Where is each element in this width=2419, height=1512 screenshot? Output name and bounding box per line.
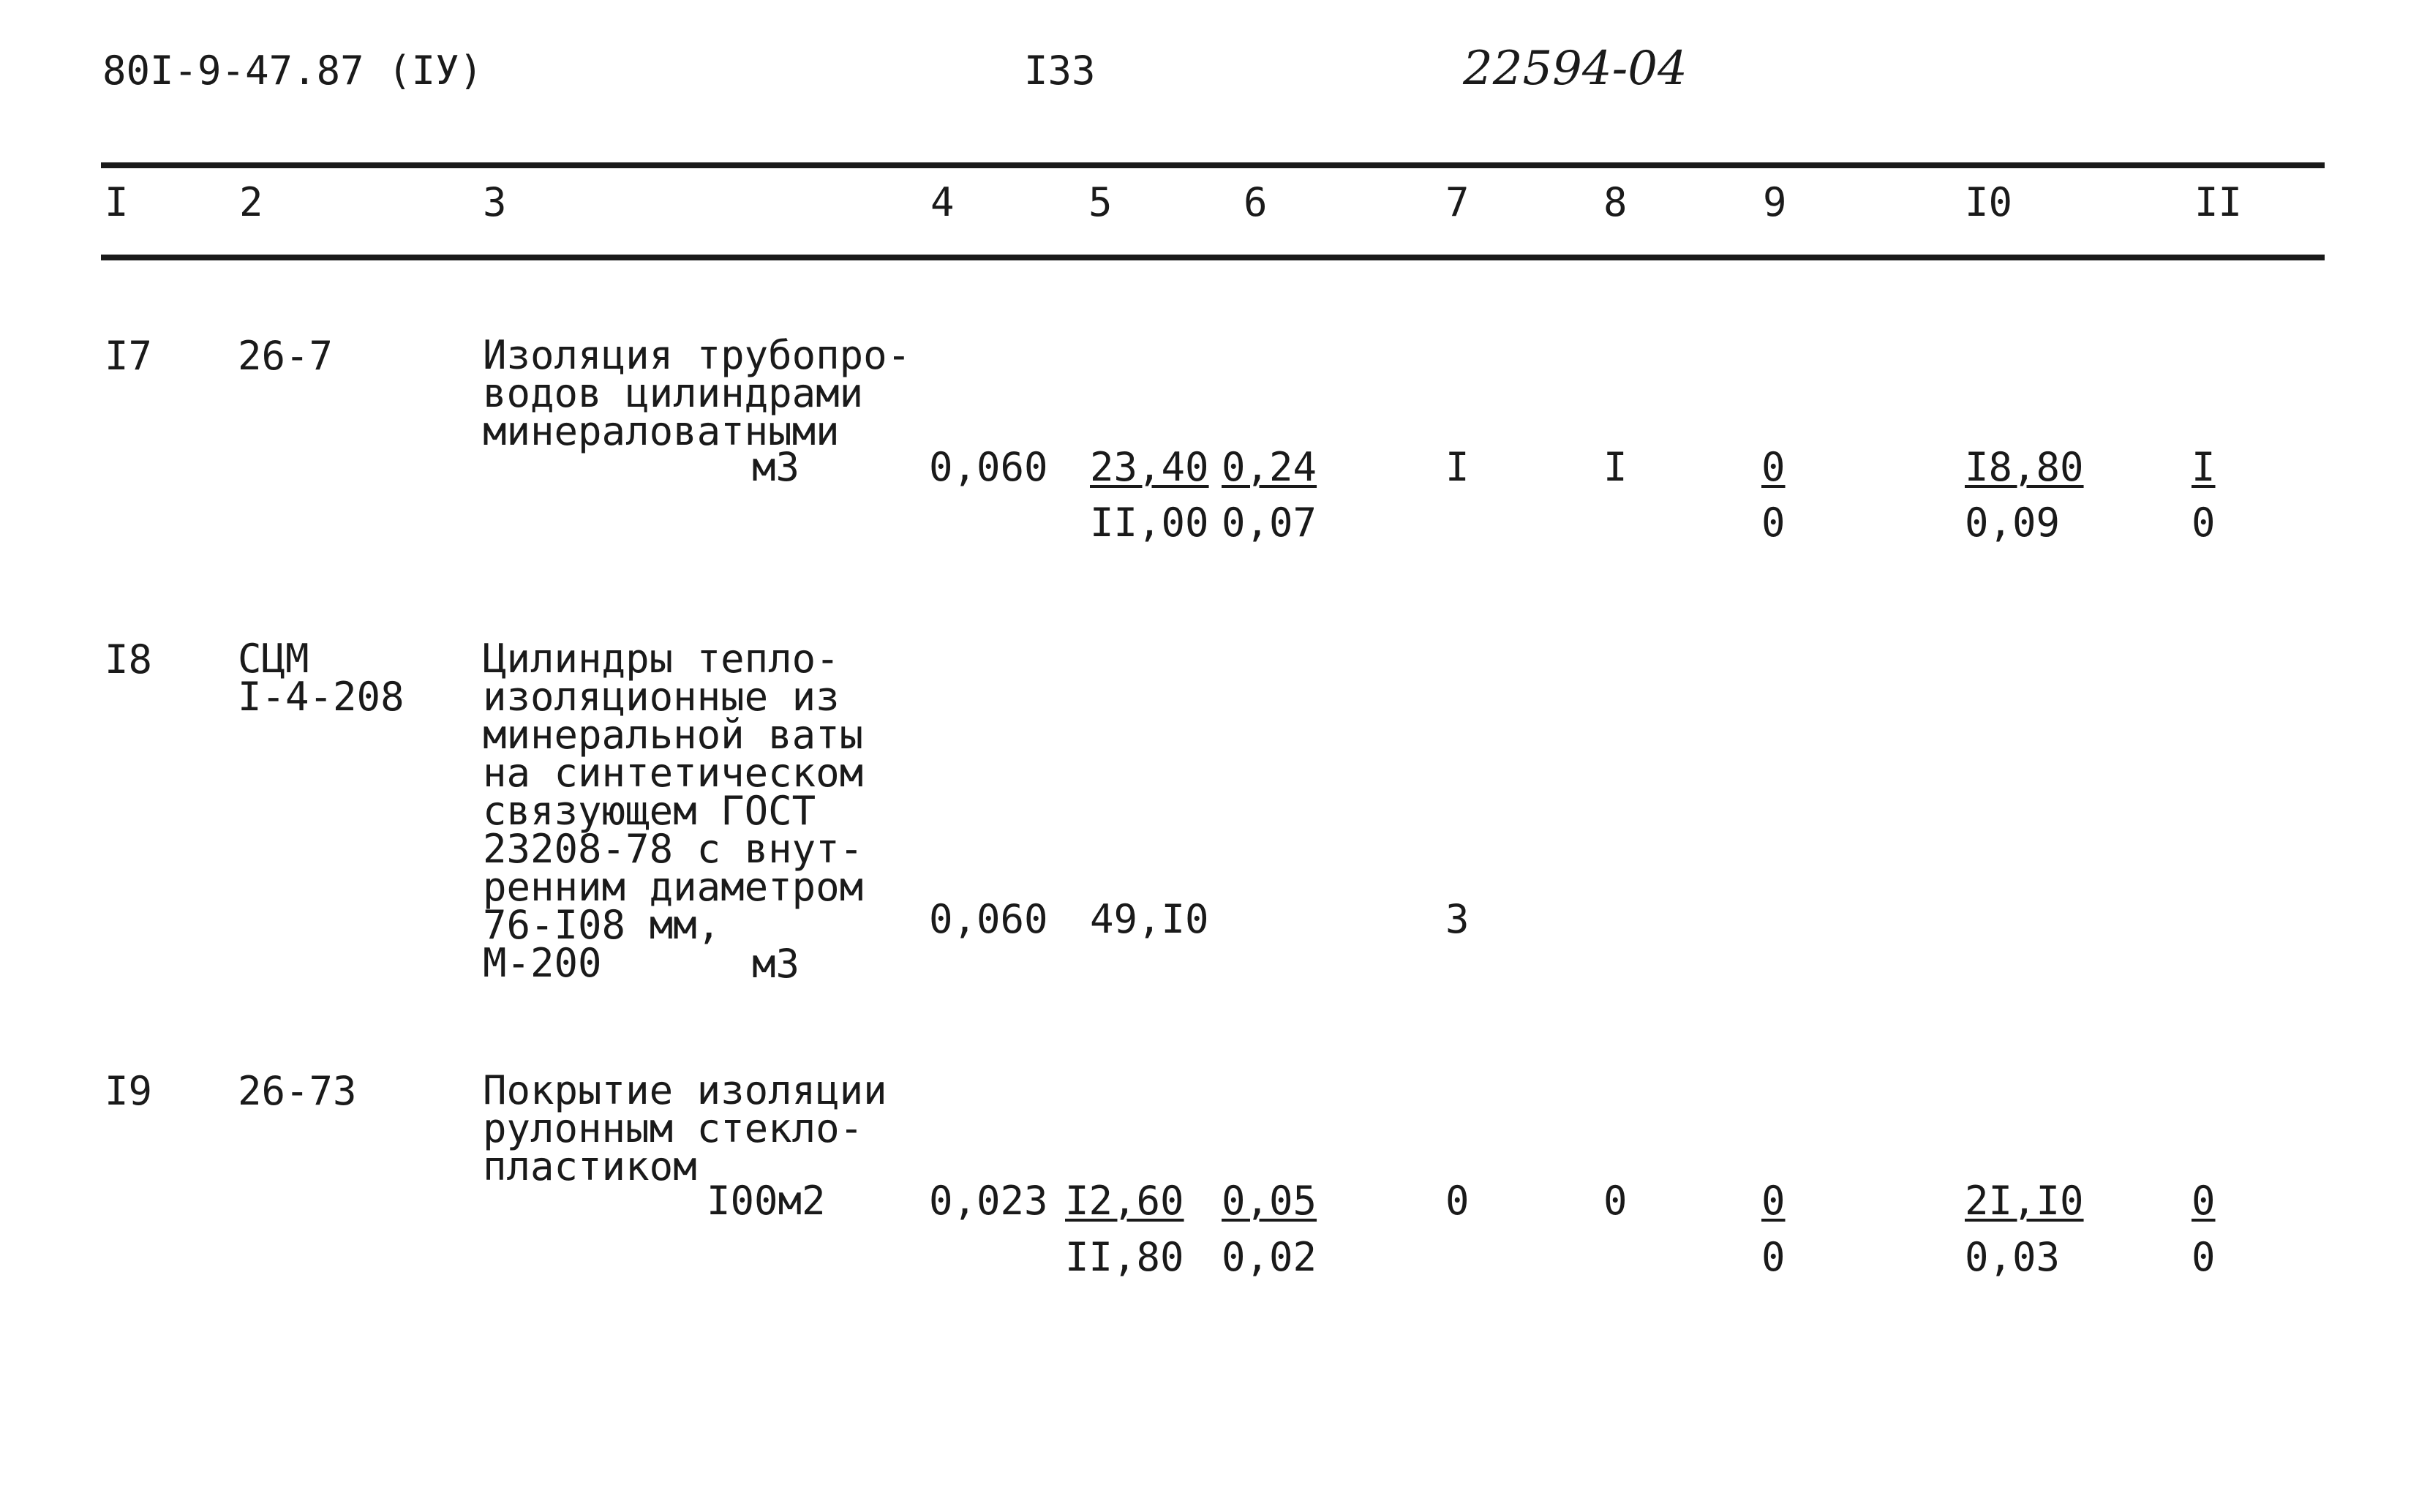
cell-col4: 0,060 bbox=[929, 896, 1048, 942]
cell-col9-top: 0 bbox=[1761, 444, 1786, 490]
column-header-3: 3 bbox=[483, 179, 507, 225]
cell-col10-bottom: 0,03 bbox=[1965, 1234, 2061, 1280]
row-description: Цилиндры тепло- изоляционные из минеральной ваты на синтетическом связующем ГОСТ 23208-78 с внут- ренним диаметром 76-I08 мм, М-200 bbox=[483, 636, 864, 986]
cell-col6-top: 0,24 bbox=[1222, 444, 1317, 490]
column-header-7: 7 bbox=[1445, 179, 1470, 225]
row-description: Покрытие изоляции рулонным стекло- пластиком bbox=[483, 1067, 887, 1189]
column-header-4: 4 bbox=[930, 179, 955, 225]
cell-col10-bottom: 0,09 bbox=[1965, 500, 2061, 546]
cell-col7: I bbox=[1445, 444, 1470, 490]
cell-col11-top: 0 bbox=[2192, 1178, 2216, 1224]
column-header-5: 5 bbox=[1088, 179, 1113, 225]
cell-col6-bottom: 0,02 bbox=[1222, 1234, 1317, 1280]
cell-col10-top: 2I,I0 bbox=[1965, 1178, 2084, 1224]
table-header-rule bbox=[101, 255, 2325, 260]
norm-code: СЦМ I-4-208 bbox=[238, 636, 405, 720]
cell-col4: 0,023 bbox=[929, 1178, 1048, 1224]
cell-col10-top: I8,80 bbox=[1965, 444, 2084, 490]
cell-col7: 3 bbox=[1445, 896, 1470, 942]
cell-col9-bottom: 0 bbox=[1761, 1234, 1786, 1280]
page-number: I33 bbox=[1024, 48, 1096, 94]
norm-code: 26-73 bbox=[238, 1068, 357, 1114]
row-description: Изоляция трубопро- водов цилиндрами минераловатными bbox=[483, 332, 911, 454]
handwritten-registration-number: 22594-04 bbox=[1463, 42, 1688, 96]
cell-col5-top: 23,40 bbox=[1090, 444, 1209, 490]
column-header-2: 2 bbox=[239, 179, 263, 225]
cell-col8: 0 bbox=[1603, 1178, 1628, 1224]
cell-col9-bottom: 0 bbox=[1761, 500, 1786, 546]
column-header-8: 8 bbox=[1603, 179, 1628, 225]
document-code: 80I-9-47.87 (IУ) bbox=[102, 48, 484, 94]
cell-col11-bottom: 0 bbox=[2192, 1234, 2216, 1280]
column-header-9: 9 bbox=[1763, 179, 1787, 225]
cell-col8: I bbox=[1603, 444, 1628, 490]
cell-col5-bottom: II,80 bbox=[1065, 1234, 1184, 1280]
cell-col7: 0 bbox=[1445, 1178, 1470, 1224]
cell-col5-top: I2,60 bbox=[1065, 1178, 1184, 1224]
column-header-11: II bbox=[2194, 179, 2243, 225]
cell-col5-top: 49,I0 bbox=[1090, 896, 1209, 942]
row-number: I8 bbox=[105, 636, 153, 682]
unit-of-measure: I00м2 bbox=[707, 1178, 826, 1224]
unit-of-measure: м3 bbox=[752, 941, 800, 987]
cell-col9-top: 0 bbox=[1761, 1178, 1786, 1224]
table-top-rule bbox=[101, 162, 2325, 168]
cell-col11-top: I bbox=[2192, 444, 2216, 490]
cell-col4: 0,060 bbox=[929, 444, 1048, 490]
cell-col5-bottom: II,00 bbox=[1090, 500, 1209, 546]
norm-code: 26-7 bbox=[238, 333, 334, 379]
column-header-1: I bbox=[105, 179, 129, 225]
column-header-6: 6 bbox=[1244, 179, 1268, 225]
unit-of-measure: м3 bbox=[752, 444, 800, 490]
column-header-10: I0 bbox=[1965, 179, 2013, 225]
row-number: I9 bbox=[105, 1068, 153, 1114]
row-number: I7 bbox=[105, 333, 153, 379]
cell-col6-bottom: 0,07 bbox=[1222, 500, 1317, 546]
cell-col11-bottom: 0 bbox=[2192, 500, 2216, 546]
cell-col6-top: 0,05 bbox=[1222, 1178, 1317, 1224]
